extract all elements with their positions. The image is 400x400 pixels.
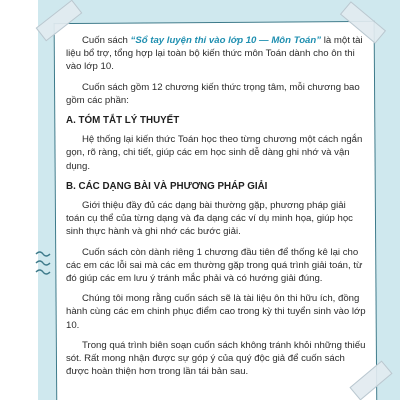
hope-paragraph: Chúng tôi mong rằng cuốn sách sẽ là tài liệu ôn thi hữu ích, đồng hành cùng các em chinh phục điểm cao trong kỳ thi tuyển sinh vào lớp 10. [66, 293, 366, 331]
squiggle-decoration-icon [34, 250, 52, 280]
section-b-body: Giới thiệu đầy đủ các dạng bài thường gặp, phương pháp giải toán cụ thể của từng dạng và đa dạng các ví dụ minh họa, giúp học sinh thực hành và ghi nhớ các bước giải. [66, 200, 353, 238]
book-title: “Sổ tay luyện thi vào lớp 10 — Môn Toán” [130, 35, 322, 46]
intro-paragraph [66, 34, 366, 74]
section-b-heading: B. CÁC DẠNG BÀI VÀ PHƯƠNG PHÁP GIẢI [66, 180, 268, 192]
section-a-heading: A. TÓM TẮT LÝ THUYẾT [66, 115, 180, 127]
section-a-body: Hệ thống lại kiến thức Toán học theo từng chương một cách ngắn gọn, rõ ràng, chi tiết, giúp các em học sinh dễ dàng ghi nhớ và vận dụng. [66, 134, 363, 172]
preface-content [66, 34, 366, 385]
intro-prefix: Cuốn sách [82, 35, 131, 46]
intro-suffix: là một tài liệu bổ trợ, tổng hợp lại toàn bộ kiến thức môn Toán dành cho ôn thi vào lớp 10. [66, 35, 363, 73]
closing-paragraph: Trong quá trình biên soạn cuốn sách không tránh khỏi những thiếu sót. Rất mong nhận được sự góp ý của quý độc giả để cuốn sách được hoàn thiện hơn trong lần tái bản sau. [66, 339, 366, 378]
errors-chapter-paragraph: Cuốn sách còn dành riêng 1 chương đầu tiên để thống kê lại cho các em các lỗi sai mà các em thường gặp trong quá trình giải toán, từ đó giúp các em lưu ý tránh mắc phải và có hướng giải đúng. [66, 246, 363, 285]
structure-paragraph: Cuốn sách gồm 12 chương kiến thức trọng tâm, mỗi chương bao gồm các phần: [66, 81, 360, 106]
